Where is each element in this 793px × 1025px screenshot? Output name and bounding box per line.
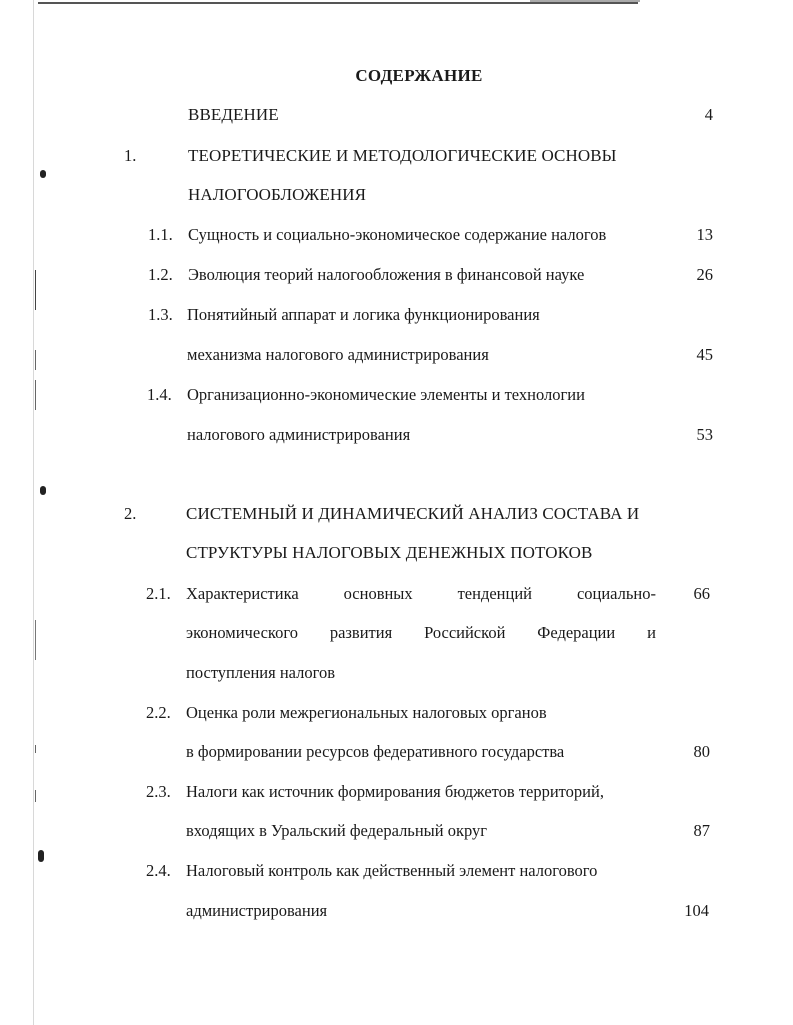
scan-streak — [35, 350, 36, 370]
chapter2-title-line2: СТРУКТУРЫ НАЛОГОВЫХ ДЕНЕЖНЫХ ПОТОКОВ — [186, 543, 593, 562]
toc-intro-page: 4 — [704, 105, 713, 124]
section-1-3-page: 45 — [696, 345, 713, 364]
scan-speck — [40, 170, 46, 178]
section-1-2-title: Эволюция теорий налогообложения в финансовой науке — [188, 265, 585, 284]
section-2-3-title-line1: Налоги как источник формирования бюджетов территорий, — [186, 782, 604, 801]
section-2-1-number: 2.1. — [146, 584, 171, 603]
section-1-1-page: 13 — [696, 225, 713, 244]
scan-left-edge — [33, 0, 34, 1025]
scan-top-edge-line-faint — [530, 0, 640, 2]
toc-title: СОДЕРЖАНИЕ — [355, 66, 483, 85]
chapter2-number: 2. — [124, 504, 137, 523]
section-1-1-title: Сущность и социально-экономическое содержание налогов — [188, 225, 607, 244]
section-2-2-title-line2: в формировании ресурсов федеративного государства — [186, 742, 565, 761]
section-1-4-title-line2: налогового администрирования — [187, 425, 411, 444]
section-1-3-title-line2: механизма налогового администрирования — [187, 345, 489, 364]
scan-streak — [35, 790, 36, 802]
section-2-2-number: 2.2. — [146, 703, 171, 722]
section-2-1-word: социально- — [576, 584, 656, 603]
section-2-1-title-line1 — [186, 584, 656, 604]
scan-streak — [35, 620, 36, 660]
scan-streak — [35, 745, 36, 753]
toc-intro-label: ВВЕДЕНИЕ — [188, 105, 279, 124]
section-1-4-title-line1: Организационно-экономические элементы и технологии — [187, 385, 585, 404]
section-2-2-page: 80 — [693, 742, 710, 761]
section-1-3-title-line1: Понятийный аппарат и логика функционирования — [187, 305, 540, 324]
section-2-1-word: Федерации — [537, 623, 616, 642]
section-1-4-number: 1.4. — [147, 385, 172, 404]
section-2-1-word: экономического — [186, 623, 298, 642]
chapter1-title-line1: ТЕОРЕТИЧЕСКИЕ И МЕТОДОЛОГИЧЕСКИЕ ОСНОВЫ — [188, 146, 617, 165]
section-2-4-title-line1: Налоговый контроль как действенный элемент налогового — [186, 861, 598, 880]
section-2-1-word: основных — [343, 584, 413, 603]
chapter1-number: 1. — [124, 146, 137, 165]
section-2-4-title-line2: администрирования — [186, 901, 328, 920]
section-2-1-page: 66 — [693, 584, 710, 603]
section-2-2-title-line1: Оценка роли межрегиональных налоговых органов — [186, 703, 547, 722]
section-2-1-word: развития — [329, 623, 393, 642]
section-1-2-number: 1.2. — [148, 265, 173, 284]
section-2-4-number: 2.4. — [146, 861, 171, 880]
section-1-4-page: 53 — [696, 425, 713, 444]
scan-streak — [35, 380, 36, 410]
section-2-1-word: и — [647, 623, 656, 642]
section-2-1-word: Характеристика — [186, 584, 299, 603]
chapter2-title-line1: СИСТЕМНЫЙ И ДИНАМИЧЕСКИЙ АНАЛИЗ СОСТАВА И — [186, 504, 640, 523]
section-2-4-page: 104 — [684, 901, 709, 920]
chapter1-title-line2: НАЛОГООБЛОЖЕНИЯ — [188, 185, 367, 204]
section-1-2-page: 26 — [696, 265, 713, 284]
section-1-1-number: 1.1. — [148, 225, 173, 244]
section-2-1-title-line2 — [186, 623, 656, 643]
scan-streak — [35, 270, 36, 310]
scan-speck — [40, 486, 46, 495]
section-2-3-page: 87 — [693, 821, 710, 840]
scan-top-edge-line — [38, 2, 638, 4]
section-2-3-title-line2: входящих в Уральский федеральный округ — [186, 821, 488, 840]
scan-speck — [38, 850, 44, 862]
section-2-1-word: тенденций — [457, 584, 532, 603]
section-2-3-number: 2.3. — [146, 782, 171, 801]
section-2-1-word: Российской — [424, 623, 506, 642]
section-1-3-number: 1.3. — [148, 305, 173, 324]
section-2-1-title-line3: поступления налогов — [186, 663, 335, 682]
